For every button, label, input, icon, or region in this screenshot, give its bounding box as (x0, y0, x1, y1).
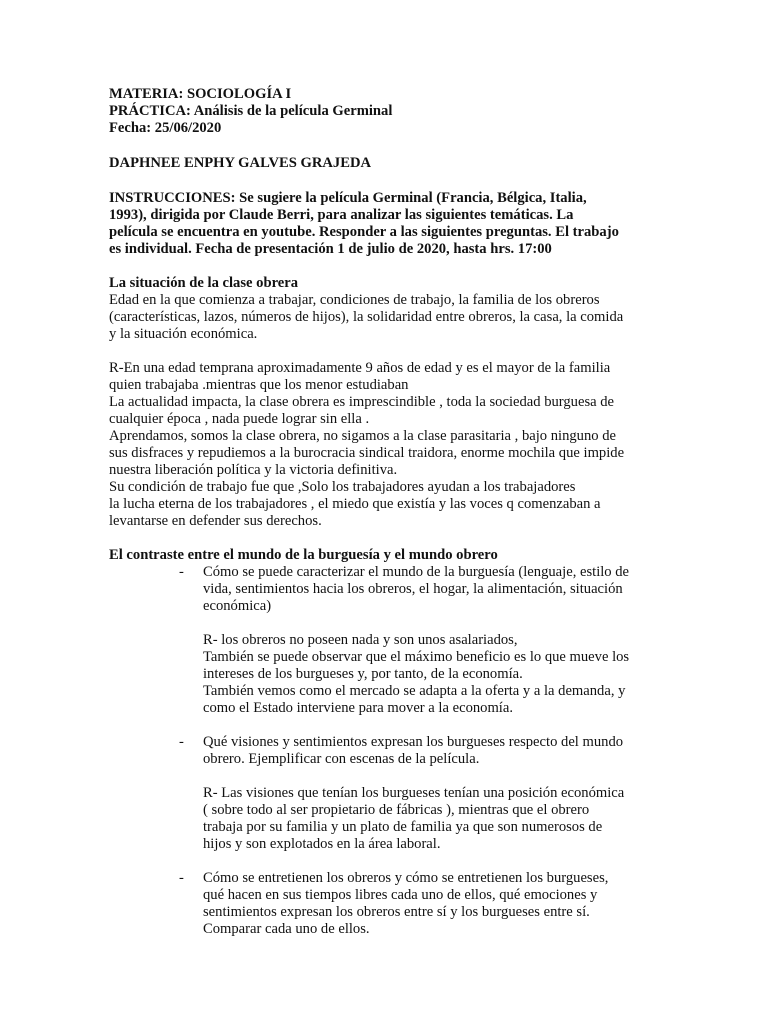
answer-line: R- Las visiones que tenían los burgueses tenían una posición económica (203, 785, 625, 801)
prompt-line: (características, lazos, números de hijos), la solidaridad entre obreros, la casa, la comida (109, 309, 624, 325)
answer-line: sus disfraces y repudiemos a la burocracia sindical traidora, enorme mochila que impide (109, 445, 625, 461)
list-item (177, 564, 664, 615)
question-line: qué hacen en sus tiempos libres cada uno de ellos, qué emociones y (203, 887, 598, 903)
question-line: obrero. Ejemplificar con escenas de la película. (203, 751, 480, 767)
answer-line: R-En una edad temprana aproximadamente 9 años de edad y es el mayor de la familia (109, 360, 611, 376)
item-answer (177, 785, 664, 853)
answer-line: nuestra liberación política y la victoria definitiva. (109, 462, 398, 478)
instructions-line: es individual. Fecha de presentación 1 de julio de 2020, hasta hrs. 17:00 (109, 241, 552, 257)
item-answer (177, 632, 664, 717)
question-line: Qué visiones y sentimientos expresan los burgueses respecto del mundo (203, 734, 624, 750)
question-line: económica) (203, 598, 272, 614)
question-line: sentimientos expresan los obreros entre sí y los burgueses entre sí. (203, 904, 590, 920)
question-line: vida, sentimientos hacia los obreros, el hogar, la alimentación, situación (203, 581, 623, 597)
question-line: Cómo se entretienen los obreros y cómo se entretienen los burgueses, (203, 870, 609, 886)
bullet-dash: - (179, 564, 184, 580)
list-item (177, 734, 664, 768)
subject-line: MATERIA: SOCIOLOGÍA I (109, 86, 292, 102)
section2-list (177, 564, 664, 938)
answer-line: la lucha eterna de los trabajadores , el miedo que existía y las voces q comenzaban a (109, 496, 601, 512)
answer-line: intereses de los burgueses y, por tanto, de la economía. (203, 666, 523, 682)
answer-line: ( sobre todo al ser propietario de fábricas ), mientras que el obrero (203, 802, 590, 818)
header-block (109, 86, 664, 137)
answer-line: trabaja por su familia y un plato de familia ya que son numerosos de (203, 819, 603, 835)
instructions-line: INSTRUCCIONES: Se sugiere la película Germinal (Francia, Bélgica, Italia, (109, 190, 587, 206)
section1-title: La situación de la clase obrera (109, 275, 299, 291)
bullet-dash: - (179, 734, 184, 750)
answer-line: Aprendamos, somos la clase obrera, no sigamos a la clase parasitaria , bajo ninguno de (109, 428, 616, 444)
bullet-dash: - (179, 870, 184, 886)
list-item (177, 870, 664, 938)
answer-line: La actualidad impacta, la clase obrera es imprescindible , toda la sociedad burguesa de (109, 394, 615, 410)
answer-line: levantarse en defender sus derechos. (109, 513, 322, 529)
question-line: Cómo se puede caracterizar el mundo de la burguesía (lenguaje, estilo de (203, 564, 630, 580)
answer-line: cualquier época , nada puede lograr sin ella . (109, 411, 370, 427)
answer-line: Su condición de trabajo fue que ,Solo los trabajadores ayudan a los trabajadores (109, 479, 576, 495)
answer-line: R- los obreros no poseen nada y son unos asalariados, (203, 632, 518, 648)
instructions-line: película se encuentra en youtube. Responder a las siguientes preguntas. El trabajo (109, 224, 619, 240)
instructions-block (109, 190, 664, 258)
author-name: DAPHNEE ENPHY GALVES GRAJEDA (109, 155, 372, 171)
answer-line: hijos y son explotados en la área laboral. (203, 836, 441, 852)
answer-line: También vemos como el mercado se adapta a la oferta y a la demanda, y (203, 683, 626, 699)
section1-answer (109, 360, 664, 530)
date-line: Fecha: 25/06/2020 (109, 120, 222, 136)
document-content (109, 86, 664, 938)
section2-title: El contraste entre el mundo de la burguesía y el mundo obrero (109, 547, 498, 563)
question-line: Comparar cada uno de ellos. (203, 921, 370, 937)
answer-line: quien trabajaba .mientras que los menor estudiaban (109, 377, 409, 393)
practice-line: PRÁCTICA: Análisis de la película Germinal (109, 103, 393, 119)
prompt-line: y la situación económica. (109, 326, 258, 342)
answer-line: También se puede observar que el máximo beneficio es lo que mueve los (203, 649, 630, 665)
section1-prompt (109, 292, 664, 343)
prompt-line: Edad en la que comienza a trabajar, condiciones de trabajo, la familia de los obreros (109, 292, 600, 308)
instructions-line: 1993), dirigida por Claude Berri, para analizar las siguientes temáticas. La (109, 207, 574, 223)
answer-line: como el Estado interviene para mover a la economía. (203, 700, 513, 716)
